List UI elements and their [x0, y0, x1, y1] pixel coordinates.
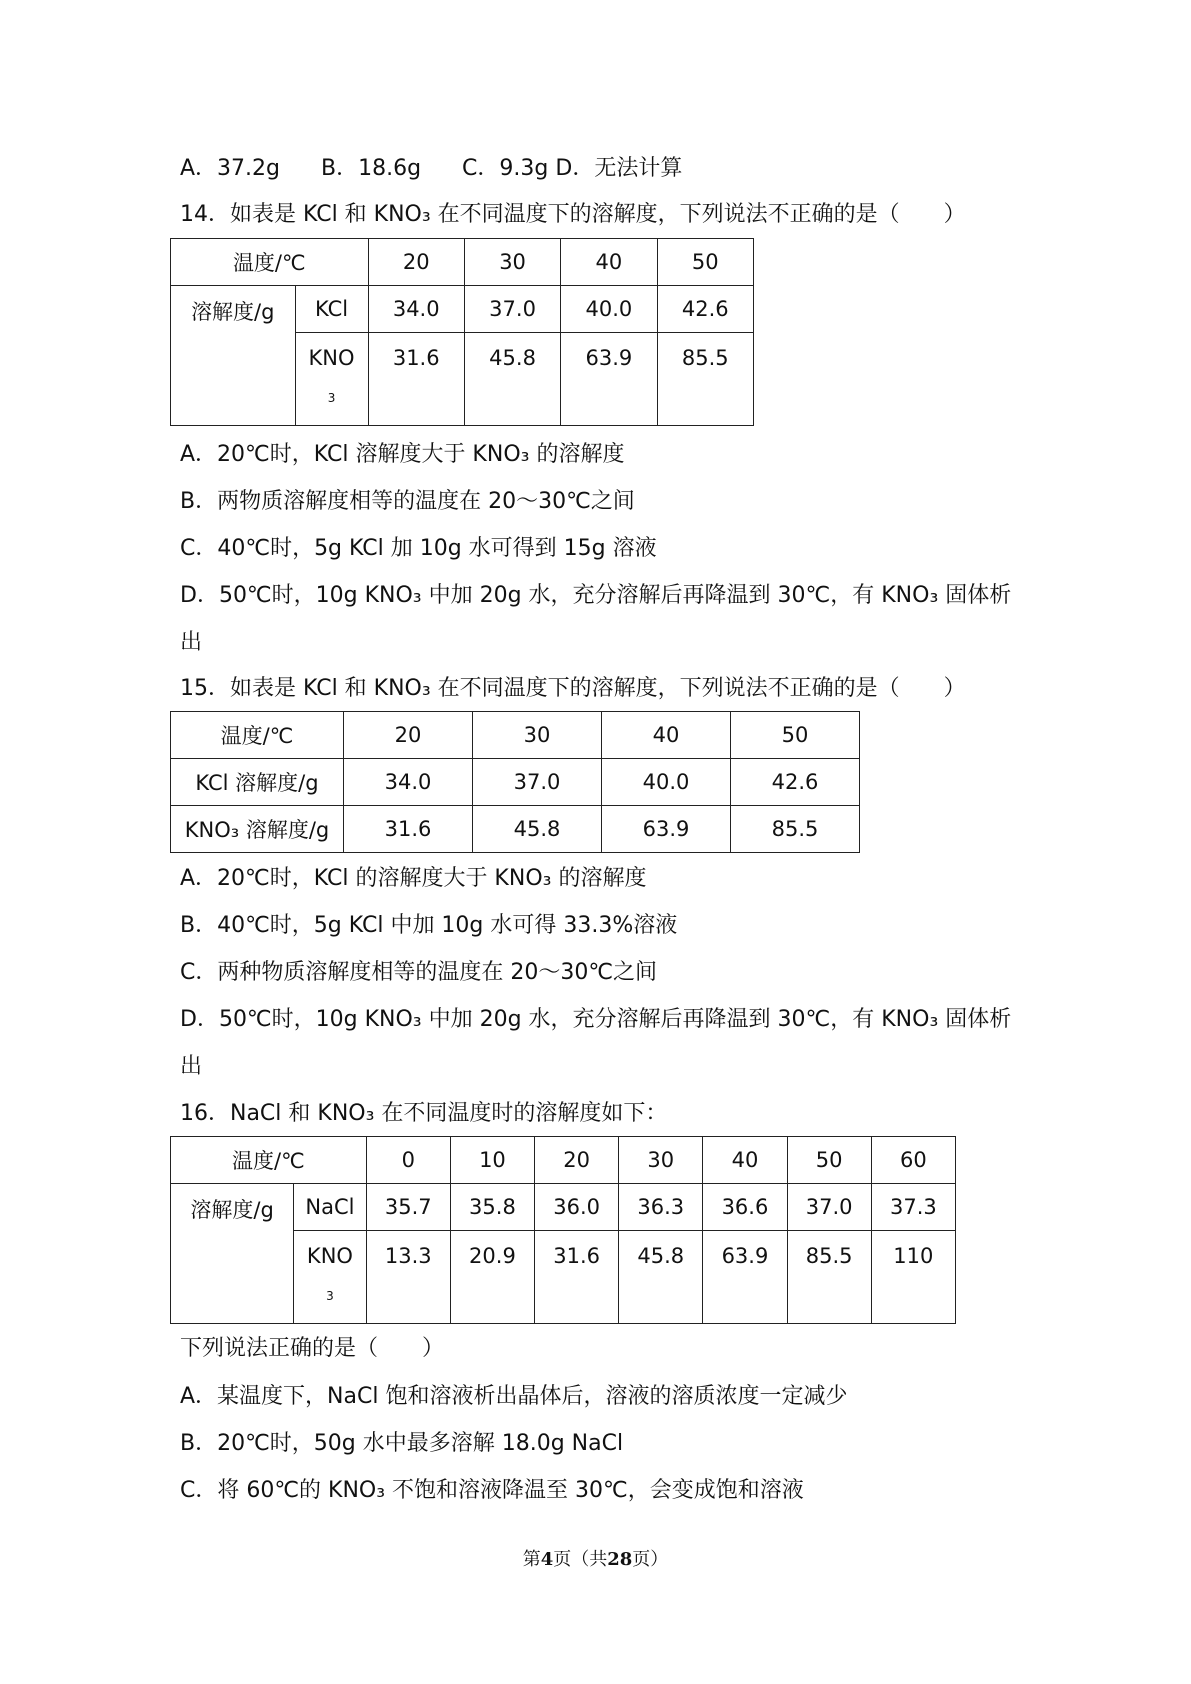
footer-post: 页） [632, 1549, 669, 1570]
q14-kno3-name-text: KNO [308, 346, 355, 370]
q14-temp-cell: 40 [561, 239, 657, 286]
q16-option-b: B．20℃时，50g 水中最多溶解 18.0g NaCl [180, 1431, 624, 1456]
page-footer [0, 1545, 1191, 1571]
q16-option-c: C．将 60℃的 KNO₃ 不饱和溶液降温至 30℃，会变成饱和溶液 [180, 1478, 804, 1503]
q16-temp-cell: 60 [871, 1137, 955, 1184]
q16-temp-cell: 40 [703, 1137, 787, 1184]
q14-option-d: D．50℃时，10g KNO₃ 中加 20g 水，充分溶解后再降温到 30℃，有 KNO₃ 固体析 [180, 583, 1012, 608]
q13-option-a: A．37.2g [180, 156, 280, 181]
footer-pre: 第 [522, 1549, 541, 1570]
q16-temp-cell: 0 [366, 1137, 450, 1184]
q14-kno3-name-sub: 3 [327, 391, 336, 405]
q15-kno3-cell: 85.5 [731, 806, 860, 853]
q14-option-b: B．两物质溶解度相等的温度在 20～30℃之间 [180, 489, 635, 514]
footer-mid: 页（共 [553, 1549, 608, 1570]
q16-nacl-name: NaCl [294, 1184, 366, 1231]
q15-kcl-cell: 40.0 [602, 759, 731, 806]
q14-kno3-cell: 45.8 [464, 333, 560, 426]
q14-option-a: A．20℃时，KCl 溶解度大于 KNO₃ 的溶解度 [180, 442, 625, 467]
q13-option-d: D．无法计算 [555, 156, 683, 181]
q14-kno3-name [295, 333, 368, 426]
q16-temp-cell: 30 [619, 1137, 703, 1184]
q14-kno3-cell: 85.5 [657, 333, 753, 426]
q16-kno3-cell: 20.9 [450, 1231, 534, 1324]
q14-kcl-cell: 34.0 [368, 286, 464, 333]
q16-nacl-cell: 37.3 [871, 1184, 955, 1231]
q15-option-d-cont: 出 [180, 1054, 203, 1079]
q16-temp-label: 温度/℃ [171, 1137, 367, 1184]
q16-nacl-cell: 35.8 [450, 1184, 534, 1231]
q14-table [170, 238, 754, 426]
q15-kcl-cell: 37.0 [473, 759, 602, 806]
q14-kno3-cell: 63.9 [561, 333, 657, 426]
q16-temp-cell: 20 [535, 1137, 619, 1184]
q13-options [180, 154, 682, 184]
q14-temp-label: 温度/℃ [171, 239, 369, 286]
footer-page-number: 4 [540, 1549, 554, 1570]
q16-nacl-cell: 35.7 [366, 1184, 450, 1231]
q16-kno3-cell: 45.8 [619, 1231, 703, 1324]
q16-nacl-cell: 37.0 [787, 1184, 871, 1231]
q14-stem: 14．如表是 KCl 和 KNO₃ 在不同温度下的溶解度，下列说法不正确的是（ ） [180, 202, 966, 227]
q13-option-c: C．9.3g [462, 156, 549, 181]
q16-nacl-cell: 36.6 [703, 1184, 787, 1231]
q16-kno3-cell: 63.9 [703, 1231, 787, 1324]
q15-kno3-cell: 45.8 [473, 806, 602, 853]
footer-total-pages: 28 [607, 1549, 633, 1570]
q15-temp-label: 温度/℃ [171, 712, 344, 759]
q14-kcl-cell: 40.0 [561, 286, 657, 333]
q16-table [170, 1136, 956, 1324]
q16-temp-cell: 50 [787, 1137, 871, 1184]
q15-kno3-label: KNO₃ 溶解度/g [171, 806, 344, 853]
q15-temp-cell: 20 [344, 712, 473, 759]
q15-kcl-cell: 34.0 [344, 759, 473, 806]
q15-kcl-label: KCl 溶解度/g [171, 759, 344, 806]
q16-kno3-cell: 85.5 [787, 1231, 871, 1324]
q16-nacl-cell: 36.0 [535, 1184, 619, 1231]
q14-temp-cell: 30 [464, 239, 560, 286]
q15-temp-cell: 40 [602, 712, 731, 759]
q15-option-b: B．40℃时，5g KCl 中加 10g 水可得 33.3%溶液 [180, 913, 678, 938]
q16-kno3-name-text: KNO [306, 1244, 353, 1268]
q16-kno3-name [294, 1231, 366, 1324]
q14-kno3-cell: 31.6 [368, 333, 464, 426]
q14-kcl-name: KCl [295, 286, 368, 333]
q16-temp-cell: 10 [450, 1137, 534, 1184]
q15-option-c: C．两种物质溶解度相等的温度在 20～30℃之间 [180, 960, 658, 985]
q16-kno3-cell: 13.3 [366, 1231, 450, 1324]
q16-kno3-cell: 110 [871, 1231, 955, 1324]
q15-kcl-cell: 42.6 [731, 759, 860, 806]
q15-stem: 15．如表是 KCl 和 KNO₃ 在不同温度下的溶解度，下列说法不正确的是（ ） [180, 676, 966, 701]
q15-table [170, 711, 860, 853]
q15-temp-cell: 50 [731, 712, 860, 759]
q15-kno3-cell: 63.9 [602, 806, 731, 853]
q14-option-c: C．40℃时，5g KCl 加 10g 水可得到 15g 溶液 [180, 536, 657, 561]
q15-temp-cell: 30 [473, 712, 602, 759]
q16-nacl-cell: 36.3 [619, 1184, 703, 1231]
q14-kcl-cell: 37.0 [464, 286, 560, 333]
q15-kno3-cell: 31.6 [344, 806, 473, 853]
q16-option-a: A．某温度下，NaCl 饱和溶液析出晶体后，溶液的溶质浓度一定减少 [180, 1384, 848, 1409]
q15-option-d: D．50℃时，10g KNO₃ 中加 20g 水，充分溶解后再降温到 30℃，有 KNO₃ 固体析 [180, 1007, 1012, 1032]
q16-solubility-label: 溶解度/g [171, 1184, 294, 1324]
q16-stem: 16．NaCl 和 KNO₃ 在不同温度时的溶解度如下： [180, 1101, 668, 1126]
q14-option-d-cont: 出 [180, 630, 203, 655]
q16-kno3-name-sub: 3 [326, 1289, 334, 1303]
q13-option-b: B．18.6g [321, 156, 422, 181]
q14-kcl-cell: 42.6 [657, 286, 753, 333]
q16-prompt: 下列说法正确的是（ ） [180, 1336, 445, 1361]
q14-temp-cell: 50 [657, 239, 753, 286]
q16-kno3-cell: 31.6 [535, 1231, 619, 1324]
q14-solubility-label: 溶解度/g [171, 286, 296, 426]
q15-option-a: A．20℃时，KCl 的溶解度大于 KNO₃ 的溶解度 [180, 866, 647, 891]
q14-temp-cell: 20 [368, 239, 464, 286]
